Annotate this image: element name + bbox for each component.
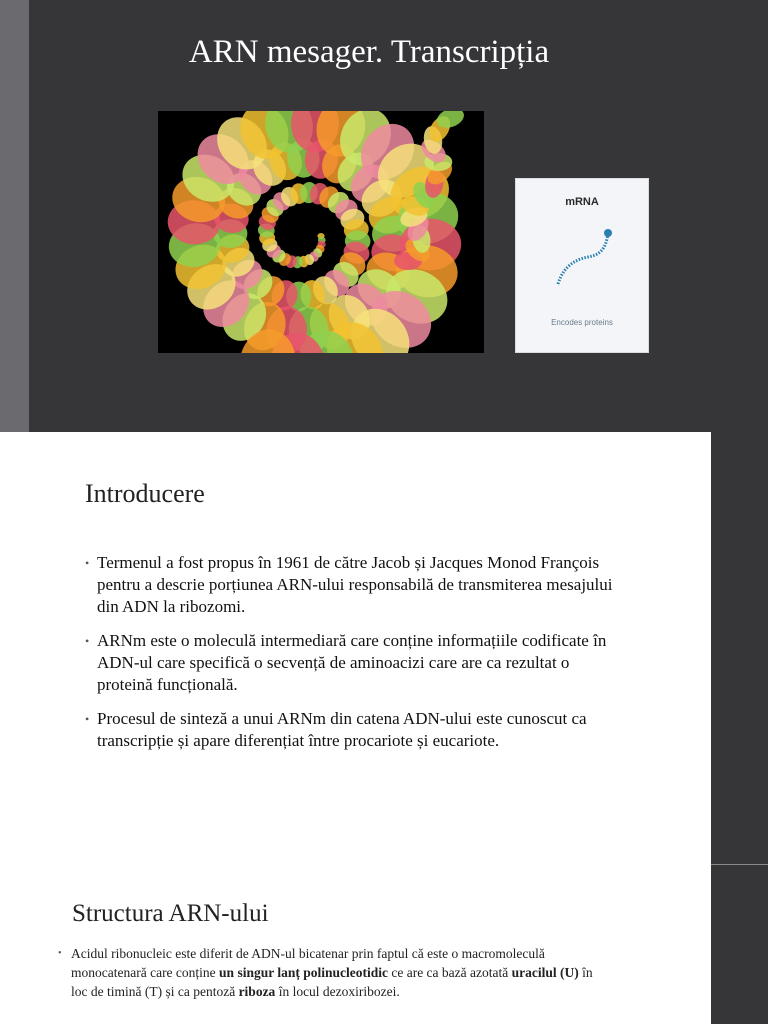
bullet-item [85, 552, 625, 618]
bold-run: riboza [238, 984, 276, 999]
bullet-dot: • [58, 948, 62, 959]
structure-slide [0, 864, 711, 1024]
mrna-card-caption: Encodes proteins [551, 318, 613, 327]
text-run: în locul dezoxiribozei. [275, 984, 400, 999]
bold-run: uracilul (U) [511, 965, 579, 980]
text-run: Acidul ribonucleic este diferit de ADN-ul bicatenar prin faptul că este o macromoleculă monocatenară care conține [71, 946, 545, 980]
bullet-text: Procesul de sinteză a unui ARNm din catena ADN-ului este cunoscut ca transcripție și apare diferențiat între procariote și eucariote. [97, 709, 587, 750]
text-run: ce are ca bază azotată [387, 965, 512, 980]
bullet-dot: • [85, 634, 90, 648]
section-title: Structura ARN-ului [72, 900, 269, 927]
slide-side-bar [0, 0, 29, 432]
rna-helix-illustration [158, 111, 484, 353]
introduction-slide [0, 432, 711, 864]
bullet-text: Termenul a fost propus în 1961 de către Jacob și Jacques Monod François pentru a descrie porțiunea ARN-ului responsabilă de transmiterea mesajului din ADN la ribozomi. [97, 553, 613, 616]
text-run: în loc de timină (T) și ca pentoză [71, 965, 593, 999]
structure-paragraph [58, 944, 601, 1001]
bullet-text: ARNm este o moleculă intermediară care conține informațiile codificate în ADN-ul care specifică o secvență de aminoacizi care are ca rezultat o proteină funcțională. [97, 631, 607, 694]
slide-title: ARN mesager. Transcripția [188, 34, 550, 70]
bullet-list [85, 552, 625, 764]
bold-run: un singur lanț polinucleotidic [219, 965, 388, 980]
mrna-strand-icon [516, 179, 650, 354]
bullet-item [85, 708, 625, 752]
bullet-dot: • [85, 556, 90, 570]
slide-edge [711, 432, 768, 864]
title-slide [0, 0, 768, 432]
mrna-card-title: mRNA [565, 196, 599, 208]
rna-helix-image [158, 111, 484, 353]
bullet-item [85, 630, 625, 696]
mrna-card [515, 178, 649, 353]
slide-edge [711, 864, 768, 1024]
section-title: Introducere [85, 479, 205, 508]
bullet-dot: • [85, 712, 90, 726]
